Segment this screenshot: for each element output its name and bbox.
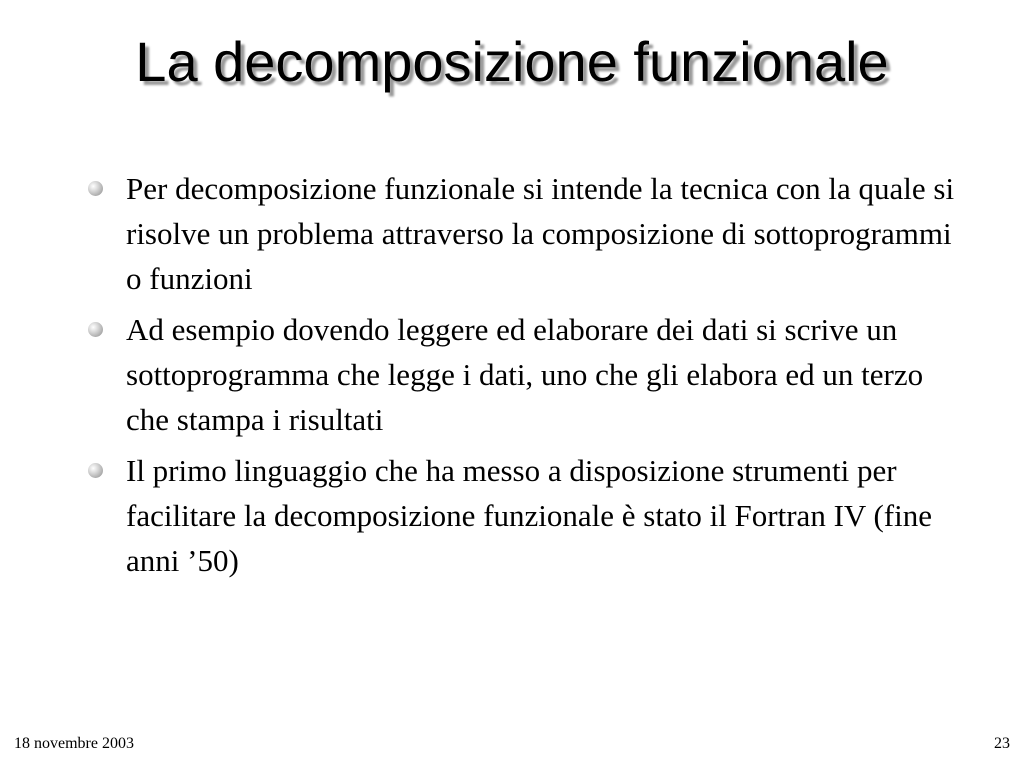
slide-title: La decomposizione funzionale [135, 30, 889, 93]
footer-date: 18 novembre 2003 [14, 735, 134, 752]
bullet-dot-icon [88, 181, 103, 196]
bullet-item [86, 307, 966, 442]
page-number: 23 [994, 735, 1010, 752]
bullet-text: Ad esempio dovendo leggere ed elaborare dei dati si scrive un sottoprogramma che legge i dati, uno che gli elabora ed un terzo che stampa i risultati [126, 312, 924, 437]
bullet-list [86, 166, 966, 589]
bullet-text: Per decomposizione funzionale si intende la tecnica con la quale si risolve un problema attraverso la composizione di sottoprogrammi o funzioni [126, 171, 955, 296]
bullet-item [86, 166, 966, 301]
bullet-item [86, 448, 966, 583]
bullet-dot-icon [88, 322, 103, 337]
bullet-dot-icon [88, 463, 103, 478]
bullet-text: Il primo linguaggio che ha messo a disposizione strumenti per facilitare la decomposizione funzionale è stato il Fortran IV (fine anni ’50) [126, 453, 932, 578]
